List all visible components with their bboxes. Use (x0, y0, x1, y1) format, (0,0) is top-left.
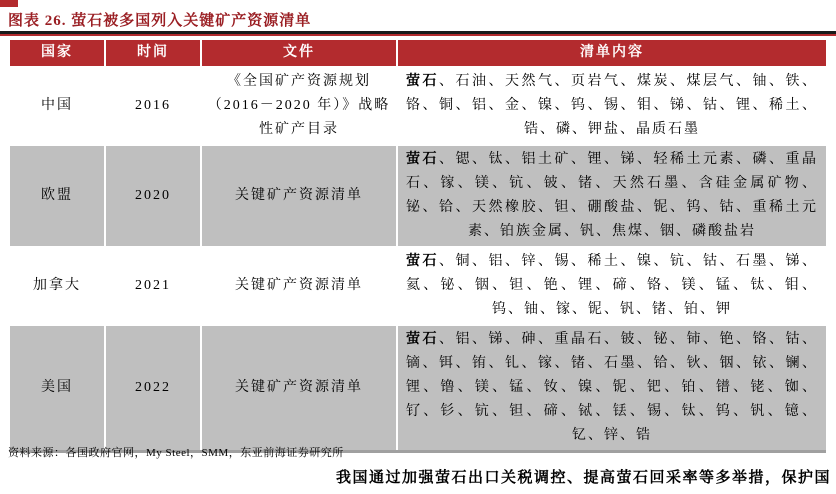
fluorite-highlight: 萤石 (406, 254, 439, 269)
cell-list-content (396, 146, 826, 246)
minerals-list-rest: 、铜、铝、锌、锡、稀土、镍、钪、钴、石墨、锑、氦、铋、铟、钽、铯、锂、碲、铬、镁、锰、钛、钼、钨、铀、镓、铌、钒、锗、铂、钾 (406, 254, 818, 317)
minerals-list (400, 148, 824, 244)
cell-year: 2020 (104, 146, 200, 246)
data-source-note: 资料来源：各国政府官网，My Steel，SMM，东亚前海证券研究所 (8, 447, 344, 459)
minerals-list (400, 250, 824, 322)
cell-document: 关键矿产资源清单 (200, 326, 396, 450)
figure-title: 图表 26. 萤石被多国列入关键矿产资源清单 (8, 13, 312, 29)
header-country: 国家 (41, 45, 73, 60)
cell-year: 2022 (104, 326, 200, 450)
cell-country: 欧盟 (41, 188, 73, 203)
cell-document: 《全国矿产资源规划（2016－2020 年）》战略性矿产目录 (200, 68, 396, 144)
fluorite-highlight: 萤石 (406, 332, 439, 347)
minerals-list (400, 70, 824, 142)
minerals-table (10, 40, 826, 453)
cell-list-content (396, 326, 826, 450)
table-row (10, 66, 826, 144)
minerals-list (400, 328, 824, 448)
fluorite-highlight: 萤石 (406, 74, 439, 89)
header-document: 文件 (200, 40, 396, 66)
header-year: 时间 (104, 40, 200, 66)
minerals-list-rest: 、石油、天然气、页岩气、煤炭、煤层气、铀、铁、铬、铜、铝、金、镍、钨、锡、钼、锑、钴、锂、稀土、锆、磷、钾盐、晶质石墨 (406, 74, 818, 137)
table-row (10, 324, 826, 450)
cell-year: 2016 (104, 68, 200, 144)
cell-list-content (396, 68, 826, 144)
red-corner-mark (0, 0, 18, 7)
header-list-content: 清单内容 (396, 40, 826, 66)
fluorite-highlight: 萤石 (406, 152, 439, 167)
cell-document: 关键矿产资源清单 (200, 248, 396, 324)
table-header-row (10, 40, 826, 66)
minerals-list-rest: 、锶、钛、铝土矿、锂、锑、轻稀土元素、磷、重晶石、镓、镁、钪、铍、锗、天然石墨、含硅金属矿物、铋、铪、天然橡胶、钽、硼酸盐、铌、钨、钴、重稀土元素、铂族金属、钒、焦煤、铟、磷酸盐岩 (406, 152, 818, 239)
cell-year: 2021 (104, 248, 200, 324)
cell-document: 关键矿产资源清单 (200, 146, 396, 246)
title-underline (0, 31, 836, 36)
cell-country: 中国 (41, 98, 73, 113)
cell-list-content (396, 248, 826, 324)
table-body (10, 66, 826, 450)
table-row (10, 144, 826, 246)
minerals-list-rest: 、铝、锑、砷、重晶石、铍、铋、铈、铯、铬、钴、镝、铒、铕、钆、镓、锗、石墨、铪、钬、铟、铱、镧、锂、镥、镁、锰、钕、镍、铌、钯、铂、镨、铑、铷、钌、钐、钪、钽、碲、铽、铥、锡、钛、钨、钒、镱、钇、锌、锆 (406, 332, 818, 443)
cell-country: 加拿大 (33, 278, 81, 293)
table-row (10, 246, 826, 324)
closing-statement: 我国通过加强萤石出口关税调控、提高萤石回采率等多举措，保护国 (335, 470, 831, 486)
cell-country: 美国 (41, 380, 73, 395)
